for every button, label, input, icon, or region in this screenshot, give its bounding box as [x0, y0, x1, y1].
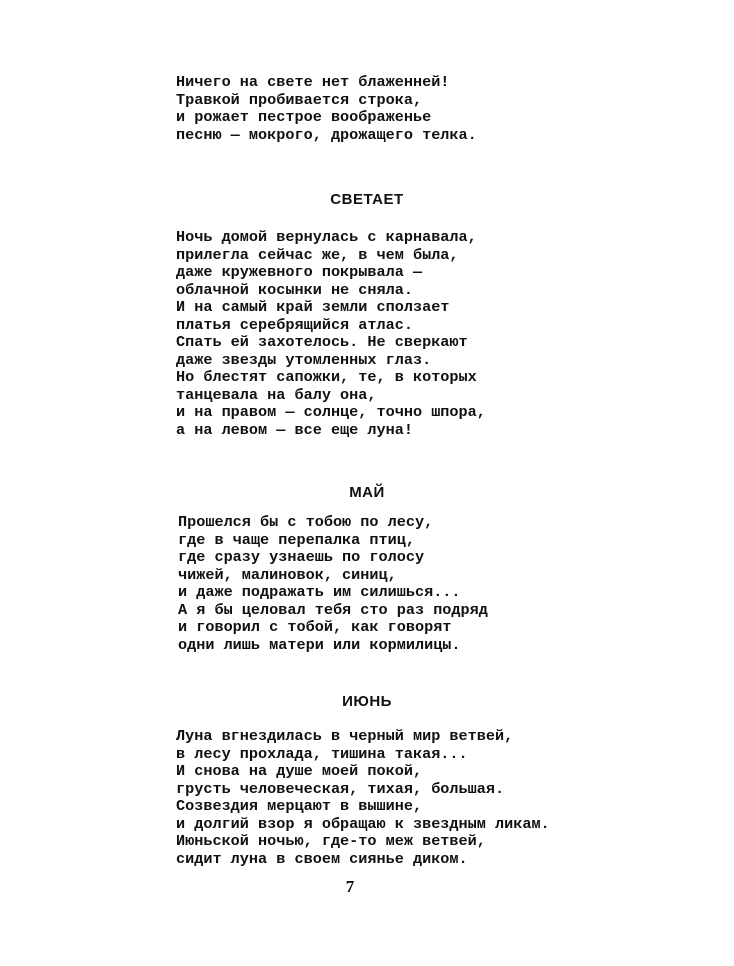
poem-line: и долгий взор я обращаю к звездным ликам. [176, 814, 550, 833]
poem-title-mai: МАЙ [349, 484, 385, 501]
poem-2-stanza [176, 229, 486, 439]
poem-line: Луна вгнездилась в черный мир ветвей, [176, 727, 514, 745]
poem-line: сидит луна в своем сиянье диком. [176, 849, 468, 868]
poem-line: Прошелся бы с тобою по лесу, [178, 513, 434, 531]
poem-line: в лесу прохлада, тишина такая... [176, 744, 468, 763]
poem-3-stanza [178, 514, 488, 654]
poem-line: где в чаще перепалка птиц, [178, 530, 415, 549]
poem-line: танцевала на балу она, [176, 385, 377, 404]
poem-1-stanza [176, 74, 477, 144]
poem-title-iyun: ИЮНЬ [342, 693, 392, 710]
poem-line: и на правом — солнце, точно шпора, [176, 403, 486, 421]
poem-line: Ничего на свете нет блаженней! [176, 73, 450, 91]
poem-line: Спать ей захотелось. Не сверкают [176, 333, 468, 351]
poem-line: платья серебрящийся атлас. [176, 315, 413, 334]
poem-line: грусть человеческая, тихая, большая. [176, 779, 505, 798]
poem-line: Но блестят сапожки, те, в которых [176, 368, 477, 386]
poem-line: одни лишь матери или кормилицы. [178, 635, 461, 654]
poem-4-stanza [176, 728, 550, 868]
page-number: 7 [345, 877, 355, 896]
poem-line: облачной косынки не сняла. [176, 280, 413, 299]
poem-line: И снова на душе моей покой, [176, 762, 423, 780]
poem-line: И на самый край земли сползает [176, 298, 450, 316]
poem-line: и даже подражать им силишься... [178, 583, 461, 601]
poem-line: и говорил с тобой, как говорят [178, 618, 452, 636]
poem-line: А я бы целовал тебя сто раз подряд [178, 600, 488, 619]
poem-line: Созвездия мерцают в вышине, [176, 797, 423, 815]
poem-line: где сразу узнаешь по голосу [178, 548, 425, 566]
poem-line: даже кружевного покрывала — [176, 263, 423, 281]
poem-line: чижей, малиновок, синиц, [178, 565, 397, 584]
poem-line: Травкой пробивается строка, [176, 90, 423, 109]
poem-line: песню — мокрого, дрожащего телка. [176, 125, 477, 144]
poem-line: а на левом — все еще луна! [176, 420, 413, 439]
poem-title-svetaet: СВЕТАЕТ [330, 191, 404, 208]
poem-line: Ночь домой вернулась с карнавала, [176, 228, 477, 246]
poem-line: прилегла сейчас же, в чем была, [176, 245, 459, 264]
poem-line: и рожает пестрое воображенье [176, 108, 432, 126]
poem-line: даже звезды утомленных глаз. [176, 350, 432, 369]
poem-line: Июньской ночью, где-то меж ветвей, [176, 832, 486, 850]
